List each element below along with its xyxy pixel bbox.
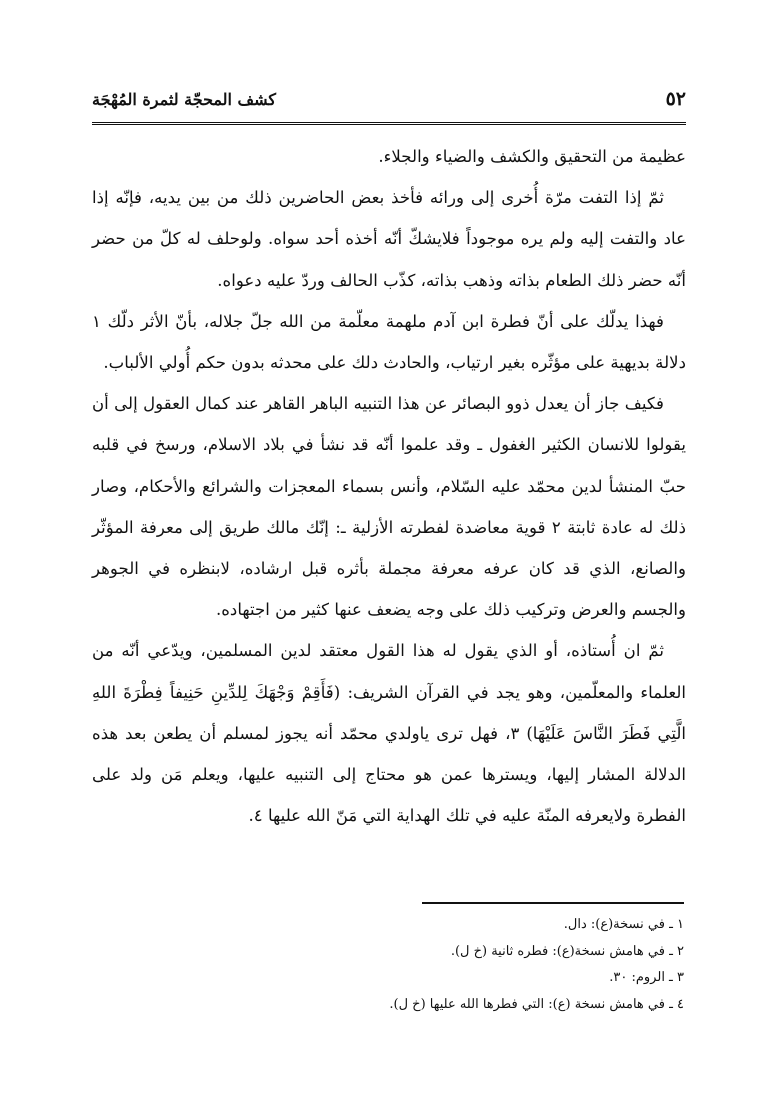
- main-text: [92, 136, 686, 836]
- paragraph-2: ثمّ إذا التفت مرّة أُخرى إلى ورائه فأخذ بعض الحاضرين ذلك من بين يديه، فإنّه إذا عاد والتفت إليه ولم يره موجوداً فلايشكّ أنّه أخذه أحد سواه. ولوحلف له كلّ من حضر أنّه حضر ذلك الطعام بذاته وذهب بذاته، كذّب الحالف وردّ عليه دعواه.: [92, 188, 686, 290]
- paragraph-1: عظيمة من التحقيق والكشف والضياء والجلاء.: [378, 147, 686, 166]
- paragraph-5: ثمّ ان أُستاذه، أو الذي يقول له هذا القول معتقد لدين المسلمين، ويدّعي أنّه من العلماء والمعلّمين، وهو يجد في القرآن الشريف: (فَأَقِمْ وَجْهَكَ لِلدِّينِ حَنِيفاً فِطْرَةَ اللهِ الَّتِي فَطَرَ النَّاسَ عَلَيْهَا) ٣، فهل ترى ياولدي محمّد أنه يجوز لمسلم أن يطعن بعد هذه الدلالة المشار إليها، ويسترها عمن هو محتاج إلى التنبيه عليها، ويعلم مَن ولد على الفطرة ولايعرفه المنّة عليه في تلك الهداية التي مَنّ الله عليها ٤.: [92, 641, 686, 826]
- paragraph-4: فكيف جاز أن يعدل ذوو البصائر عن هذا التنبيه الباهر القاهر عند كمال العقول إلى أن يقولوا للانسان الكثير الغفول ـ وقد علموا أنّه قد نشأ في بلاد الاسلام، ورسخ في قلبه حبّ المنشأ لدين محمّد عليه السّلام، وأنس بسماء المعجزات والشرائع والأحكام، وصار ذلك له عادة ثابتة ٢ قوية معاضدة لفطرته الأزلية ـ: إنّك مالك طريق إلى معرفة المؤثّر والصانع، الذي قد كان عرفه معرفة مجملة بأثره قبل ارشاده، لابنظره في الجوهر والجسم والعرض وتركيب ذلك على وجه يضعف عنها كثير من اجتهاده.: [92, 394, 686, 620]
- page-number: ٥٢: [665, 88, 686, 110]
- running-title: كشف المحجّة لثمرة المُهْجَة: [92, 90, 276, 109]
- footnote-rule: [422, 902, 684, 904]
- footnote-3: ٣ ـ الروم: ٣٠.: [609, 970, 684, 985]
- footnote-2: ٢ ـ في هامش نسخة(ع): فطره ثانية (خ ل).: [450, 943, 684, 959]
- footnotes: [90, 912, 684, 1018]
- footnote-1: ١ ـ في نسخة(ع): دال.: [563, 917, 684, 932]
- paragraph-3: فهذا يدلّك على أنّ فطرة ابن آدم ملهمة معلّمة من الله جلّ جلاله، بأنّ الأثر دلّك ١ دلالة بديهية على مؤثّره بغير ارتياب، والحادث دلك على محدثه بدون حكم أُولي الألباب.: [92, 311, 686, 373]
- footnote-4: ٤ ـ في هامش نسخة (ع): التي فطرها الله عليها (خ ل).: [389, 996, 684, 1012]
- header-rule: [92, 122, 686, 125]
- page-header: [92, 86, 686, 116]
